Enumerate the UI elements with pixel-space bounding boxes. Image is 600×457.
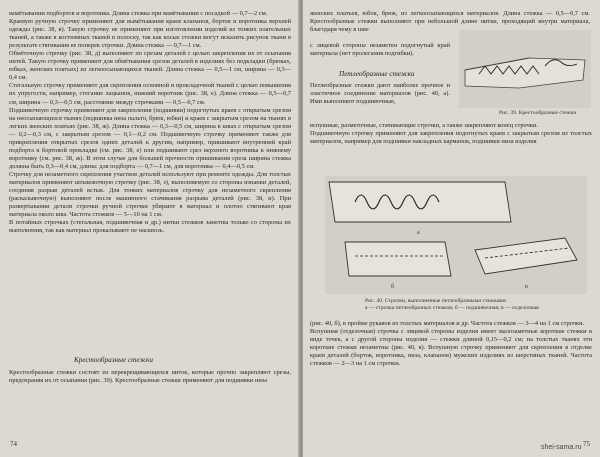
- left-text-block-2: Крестообразные стежки состоят из перекрещивающихся ниток, которые прочно закрепляют срезы, предохраняя их от осыпания (рис. 39). Крестообразные стежки применяют для подшивки низа: [9, 369, 291, 385]
- svg-text:а: а: [417, 230, 420, 236]
- svg-text:в: в: [525, 284, 528, 290]
- right-page: [303, 0, 600, 457]
- svg-text:б: б: [391, 284, 395, 290]
- right-text-block-2: вспушные, разметочные, стачивающие строчки, а также закрепляют конец строчки. Подшивочную строчку применяют для закрепления подогнутых краев с закрытым срезом из толстых материалов, например для подшивки накладных карманов, подшивки низа изделия: [310, 122, 592, 146]
- figure-39-drawing: [459, 30, 591, 108]
- figure-40-drawing: [325, 176, 587, 294]
- figure-40-caption: Рис. 40. Строчки, выполненные петлеобразными стежками: а — строчка петлеобразных стежков; б — подшивочная; в — отделочная: [365, 298, 539, 311]
- section-heading-cross-stitches: Крестообразные стежки: [74, 356, 153, 364]
- page-number-left: 74: [10, 440, 17, 448]
- figure-40: [325, 176, 587, 294]
- right-text-narrow: с лицевой стороны незаметен подогнутый край материала (нет пролегания подгибки).: [310, 42, 450, 58]
- right-text-loop-intro: Петлеобразные стежки дают наиболее прочное и эластичное соединение материалов (рис. 40, а). Ими выполняют подшивочные,: [310, 82, 450, 106]
- page-number-right: 75: [583, 440, 590, 448]
- figure-39: [459, 30, 591, 108]
- left-text-block-1: вамётывании подбортов и воротника. Длина стежка при вамётывании с посадкой — 0,7—2 см. Краевую ручную строчку применяют для вымётывания краев клапанов, бортов и воротника верхней одежды (рис. 38, в). Такую строчку не применяют при изготовлении изделий из тонких плательных тканей, а также в костюмных тканей в полоску, так как косые стежки могут исказить рисунок ткани в результате стягивания ее поперек строчки. Длина стежка — 0,7—1 см. Обмёточную строчку (рис. 38, д) выполняют по срезам деталей с целью закрепления их от осыпания нитей. Такую строчку применяют для обмётывания срезов деталей в изделиях без подкладки (брюках, юбках, женских платьях) из легкоосыпающихся тканей. Длина стежка — 0,5—1 см, ширина — 0,3—0,4 см. Стегальную строчку применяют для скрепления основной и прокладочной тканей с целью повышения их упругости, например, стегание лацканов, нижний воротник (рис. 38, е). Длина стежка — 0,5—0,7 см, ширина — 0,3—0,5 см, расстояние между строчками — 0,5—0,7 см. Подшивочную строчку применяют для закрепления (подшивки) подогнутых краев с открытым срезом на неосыпающихся тканях (подшивка низа пальто, брюк, юбки) и краев с закрытым срезом на тканях в легких женских платьях (рис. 38, ж). Длина стежка — 0,3—0,5 см, ширина в швах с открытым срезом — 0,2—0,3 см, с закрытым срезом — 0,1—0,2 см. Подшивочную строчку применяют также для прикрепления открытых срезов одних деталей к другим, например, пришивают внутренний край подборта к бортовой прокладке (см. рис. 38, е) или подшивают срез верхнего воротника к нижнему воротнику (см. рис. 38, ж). В этом случае для большей прочности пришивания среза ширина стежка должна быть 0,3—0,4 см, длина: для подборта — 0,7—1 см, для воротника — 0,4—0,5 см. Строчку для незаметного скрепления участков деталей используют при ремонте одежды. Для толстых материалов применяют штыковочную строчку (рис. 38, з), выполняемую со стороны изнанки деталей, соединяя разрыв деталей встык. Для тонких материалов строчку для незаметного скрепления (раскалывочную) выполняют после машинного стачивания разрыва деталей (рис. 38, и). При развертывании детали строчки ручной строчки убирают в материал и плотно стягивают края материала около шва. Частота стежков — 5—10 на 1 см. В потайных строчках (стегальная, подшивочная и др.) нитки стежков заметны только со стороны их выполнения, так как материал прокалывают не насквозь.: [9, 10, 291, 235]
- figure-39-caption: Рис. 39. Крестообразные стежки: [499, 110, 577, 116]
- section-heading-loop-stitches: Петлеобразные стежки: [339, 70, 415, 78]
- right-text-block-3: (рис. 40, б), в пройме рукавов из толстых материалов и др. Частота стежков — 3—4 на 1 см строчки. Вспушная (отделочная) строчка с лицевой стороны изделия имеет малозаметные короткие стежки в виде точек, а с другой стороны изделия — стежки длиной 0,15—0,2 см; на толстых тканях эти короткие стежки незаметны (рис. 40, в). Вспушную строчку применяют для скрепления в отделке краев деталей (бортов, воротника, низа, клапанов) мужских изделиях из шерстяных тканей. Частота стежков — 2—3 на 1 см строчки.: [310, 320, 592, 368]
- right-text-top: женских платьев, юбок, брюк, из легкоосыпающихся материалов. Длина стежка — 0,5—0,7 см. Крестообразные стежки выполняют при небольшой длине нитки, проходящий внутри материала, благодаря чему в шве: [310, 10, 590, 34]
- watermark: shei-sama.ru: [541, 444, 582, 451]
